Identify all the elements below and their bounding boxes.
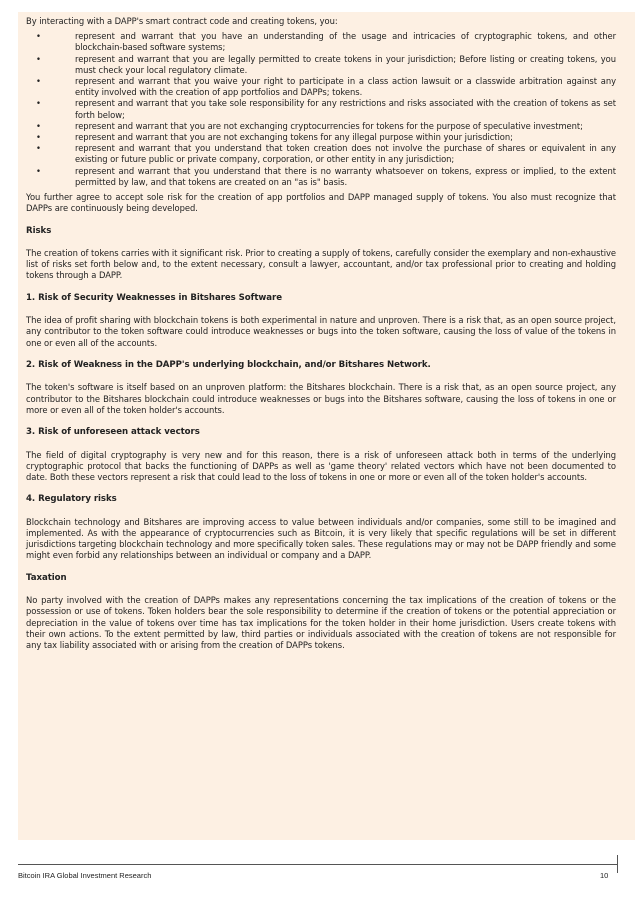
list-item: • represent and warrant that you take sole responsibility for any restrictions and risks associated with the creation of tokens as set forth below; [36, 98, 616, 120]
section-heading-regulatory: 4. Regulatory risks [26, 494, 117, 505]
list-item: • represent and warrant that you are not exchanging cryptocurrencies for tokens for the purpose of speculative investment; [36, 120, 583, 131]
list-item: • represent and warrant that you are not exchanging tokens for any illegal purpose within your jurisdiction; [36, 132, 513, 143]
bullet-icon: • [36, 98, 41, 109]
footer-publisher: Bitcoin IRA Global Investment Research [18, 871, 152, 880]
section-heading-attack-vectors: 3. Risk of unforeseen attack vectors [26, 427, 200, 438]
agree-paragraph: You further agree to accept sole risk for the creation of app portfolios and DAPP managed supply of tokens. You also must recognize that DAPPs are continuously being developed. [26, 192, 616, 214]
page-number: 10 [600, 871, 609, 880]
intro-text: By interacting with a DAPP's smart contract code and creating tokens, you: [26, 16, 338, 26]
list-item: • represent and warrant that you understand that token creation does not involve the purchase of shares or equivalent in any existing or future public or private company, corporation, or other entity in any jurisdiction; [36, 143, 616, 165]
representations-list [26, 31, 616, 188]
section-paragraph-attack-vectors: The field of digital cryptography is very new and for this reason, there is a risk of unforeseen attack both in terms of the underlying cryptographic protocol that backs the functioning of DAPPs as well as 'game theory' related vectors which have not been documented to date. Both these vectors represent a risk that could lead to the loss of tokens in one or more or even all of the token holder's accounts. [26, 449, 616, 482]
list-item: • represent and warrant that you have an understanding of the usage and intricacies of cryptographic tokens, and other blockchain-based software systems; [36, 31, 616, 53]
footer-divider [18, 864, 618, 865]
section-heading-blockchain: 2. Risk of Weakness in the DAPP's underlying blockchain, and/or Bitshares Network. [26, 360, 431, 371]
section-heading-security: 1. Risk of Security Weaknesses in Bitshares Software [26, 292, 283, 303]
list-item: • represent and warrant that you understand that there is no warranty whatsoever on tokens, express or implied, to the extent permitted by law, and that tokens are created on an "as is" basis. [36, 165, 616, 187]
section-paragraph-security: The idea of profit sharing with blockchain tokens is both experimental in nature and unproven. There is a risk that, as an open source project, any contributor to the token software could introduce weaknesses or bugs into the token software, causing the loss of value of the tokens in one or even all of the accounts. [26, 315, 616, 348]
bullet-icon: • [36, 143, 41, 154]
risks-paragraph: The creation of tokens carries with it significant risk. Prior to creating a supply of tokens, carefully consider the exemplary and non-exhaustive list of risks set forth below and, to the extent necessary, consult a lawyer, accountant, and/or tax professional prior to creating and holding tokens through a DAPP. [26, 248, 616, 281]
section-paragraph-blockchain: The token's software is itself based on an unproven platform: the Bitshares blockchain. There is a risk that, as an open source project, any contributor to the Bitshares blockchain could introduce weaknesses or bugs into the Bitshares software, causing the loss of tokens in one or more or even all of the token holder's accounts. [26, 382, 616, 415]
bullet-icon: • [36, 120, 41, 131]
risks-heading: Risks [26, 225, 52, 236]
bullet-icon: • [36, 53, 41, 64]
section-heading-taxation: Taxation [26, 572, 67, 583]
footer-divider-tick [617, 855, 618, 873]
bullet-icon: • [36, 76, 41, 87]
document-body [26, 16, 616, 651]
section-paragraph-taxation: No party involved with the creation of DAPPs makes any representations concerning the tax implications of the creation of tokens or the possession or use of tokens. Token holders bear the sole responsibility to determine if the creation of tokens or the potential appreciation or depreciation in the value of tokens over time has tax implications for the token holder in their home jurisdiction. Users create tokens with their own actions. To the extent permitted by law, third parties or individuals associated with the creation of tokens are not responsible for any tax liability associated with or arising from the creation of DAPPs tokens. [26, 595, 616, 650]
list-item: • represent and warrant that you are legally permitted to create tokens in your jurisdiction; Before listing or creating tokens, you must check your local regulatory climate. [36, 53, 616, 75]
bullet-icon: • [36, 132, 41, 143]
list-item: • represent and warrant that you waive your right to participate in a class action lawsuit or a classwide arbitration against any entity involved with the creation of app portfolios and DAPPs; tokens. [36, 76, 616, 98]
section-paragraph-regulatory: Blockchain technology and Bitshares are improving access to value between individuals and/or companies, some still to be imagined and implemented. As with the appearance of cryptocurrencies such as Bitcoin, it is very likely that specific regulations will be set in different jurisdictions targeting blockchain technology and more specifically token sales. These regulations may or may not be DAPP friendly and some might even forbid any relationships between an individual or company and a DAPP. [26, 516, 616, 561]
bullet-icon: • [36, 31, 41, 42]
bullet-icon: • [36, 165, 41, 176]
